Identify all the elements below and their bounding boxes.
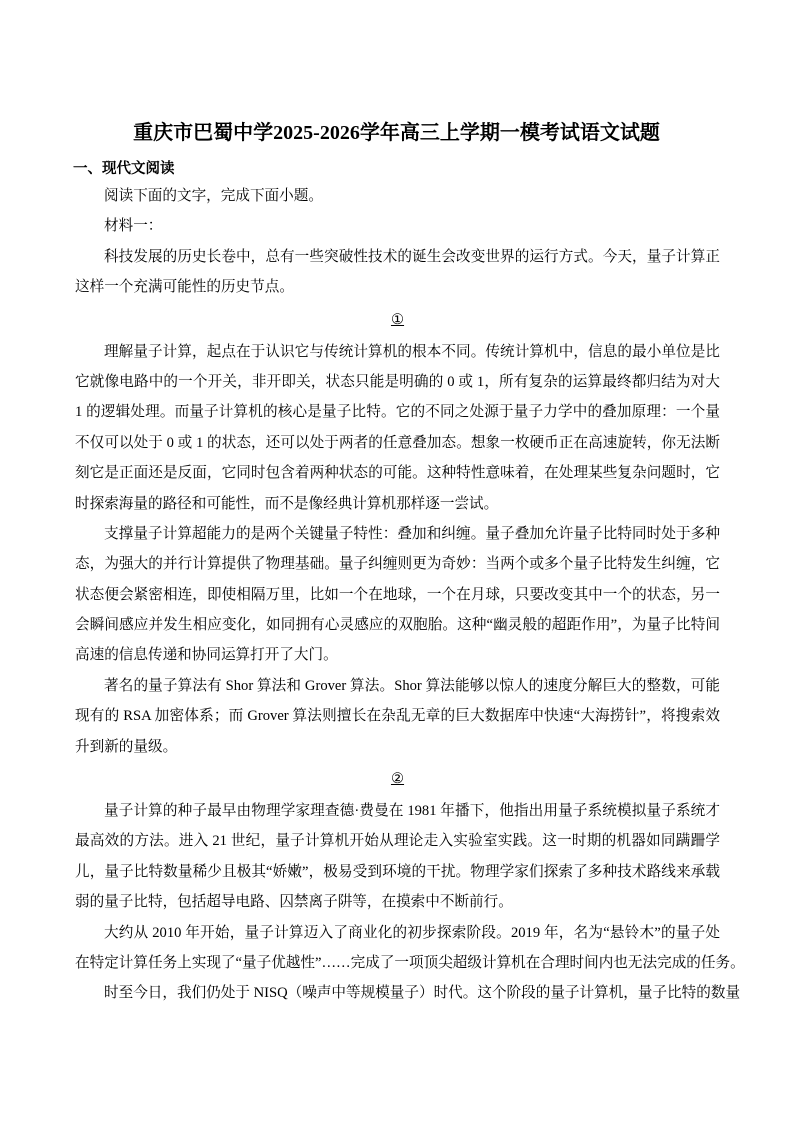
paragraph-line: 高速的信息传递和协同运算打开了大门。 [75, 647, 338, 664]
paragraph-line: 科技发展的历史长卷中，总有一些突破性技术的诞生会改变世界的运行方式。今天，量子计算正 [104, 248, 720, 265]
paragraph-line: 最高效的方法。进入 21 世纪，量子计算机开始从理论走入实验室实践。这一时期的机器如同蹒跚学 [75, 833, 720, 850]
passage [75, 242, 745, 1009]
paragraph-line: 量子计算的种子最早由物理学家理查德·费曼在 1981 年播下，他指出用量子系统模拟量子系统才 [104, 803, 720, 820]
paragraph [75, 978, 741, 1008]
blank-marker [75, 762, 720, 796]
paragraph-line: 时至今日，我们仍处于 NISQ（噪声中等规模量子）时代。这个阶段的量子计算机，量子比特的数量 [104, 985, 741, 1002]
instruction-text: 阅读下面的文字，完成下面小题。 [104, 188, 323, 204]
paragraph-line: 理解量子计算，起点在于认识它与传统计算机的根本不同。传统计算机中，信息的最小单位是比 [104, 343, 720, 360]
paragraph-line: 这样一个充满可能性的历史节点。 [75, 279, 294, 296]
paragraph-line: 在特定计算任务上实现了“量子优越性”……完成了一项顶尖超级计算机在合理时间内也无法完成的任务。 [75, 954, 745, 971]
paragraph-line: 支撑量子计算超能力的是两个关键量子特性：叠加和纠缠。量子叠加允许量子比特同时处于多种 [104, 525, 720, 542]
paragraph-line: 大约从 2010 年开始，量子计算迈入了商业化的初步探索阶段。2019 年，名为“悬铃木”的量子处 [104, 924, 720, 941]
paragraph-line: 1 的逻辑处理。而量子计算机的核心是量子比特。它的不同之处源于量子力学中的叠加原理：一个量 [75, 404, 720, 421]
paragraph-line: 时探索海量的路径和可能性，而不是像经典计算机那样逐一尝试。 [75, 495, 499, 512]
paragraph-line: 儿，量子比特数量稀少且极其“娇嫩”，极易受到环境的干扰。物理学家们探索了多种技术路线来承载 [75, 863, 720, 880]
paragraph-line: 著名的量子算法有 Shor 算法和 Grover 算法。Shor 算法能够以惊人的速度分解巨大的整数，可能 [104, 677, 720, 694]
paragraph [75, 519, 720, 671]
paragraph-line: 它就像电路中的一个开关，非开即关，状态只能是明确的 0 或 1，所有复杂的运算最终都归结为对大 [75, 373, 720, 390]
paragraph-line: 弱的量子比特，包括超导电路、囚禁离子阱等，在摸索中不断前行。 [75, 894, 513, 911]
paragraph-line: 现有的 RSA 加密体系；而 Grover 算法则擅长在杂乱无章的巨大数据库中快速“大海捞针”，将搜索效 [75, 708, 720, 725]
paragraph-line: 态，为强大的并行计算提供了物理基础。量子纠缠则更为奇妙：当两个或多个量子比特发生纠缠，它 [75, 556, 720, 573]
section-heading: 一、现代文阅读 [73, 161, 175, 177]
paragraph-line: 不仅可以处于 0 或 1 的状态，还可以处于两者的任意叠加态。想象一枚硬币正在高速旋转，你无法断 [75, 434, 720, 451]
paragraph-line: 刻它是正面还是反面，它同时包含着两种状态的可能。这种特性意味着，在处理某些复杂问题时，它 [75, 465, 720, 482]
document-body [75, 181, 745, 1009]
paragraph [75, 242, 720, 303]
material-label: 材料一： [104, 218, 163, 235]
blank-marker-text: ① [390, 311, 405, 328]
blank-marker [75, 303, 720, 337]
blank-marker-text: ② [390, 771, 405, 788]
paragraph-line: 状态便会紧密相连，即使相隔万里，比如一个在地球，一个在月球，只要改变其中一个的状态，另一 [75, 586, 720, 603]
paragraph [75, 671, 720, 762]
paragraph-line: 会瞬间感应并发生相应变化，如同拥有心灵感应的双胞胎。这种“幽灵般的超距作用”，为量子比特间 [75, 617, 720, 634]
document-title: 重庆市巴蜀中学2025-2026学年高三上学期一模考试语文试题 [133, 122, 660, 144]
paragraph-line: 升到新的量级。 [75, 738, 178, 755]
paragraph [75, 918, 745, 979]
paragraph [75, 796, 720, 918]
paragraph [75, 337, 720, 519]
